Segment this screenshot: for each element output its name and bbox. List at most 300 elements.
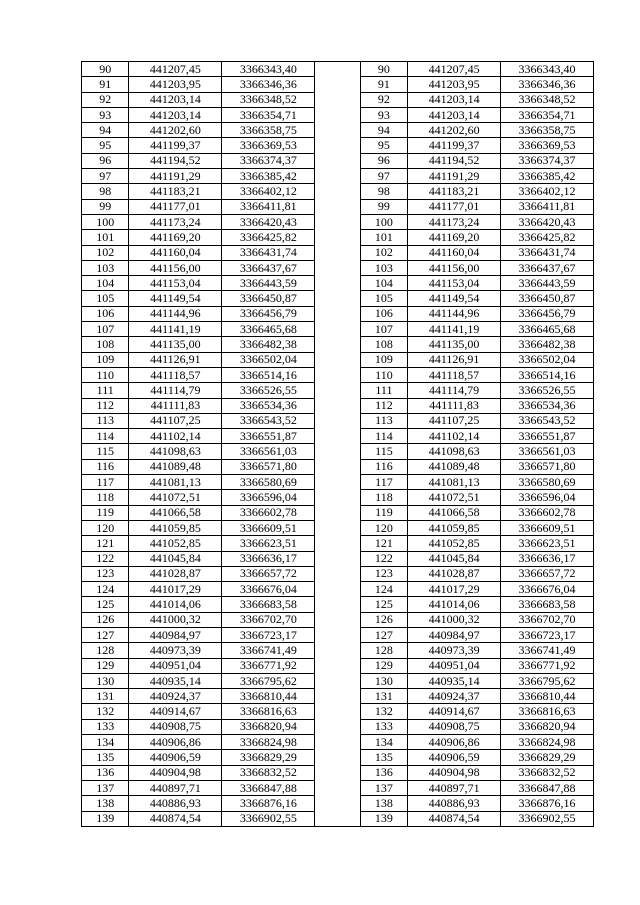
left-x-coordinate-cell: 440886,93 <box>129 796 222 811</box>
right-point-number-cell: 113 <box>360 413 407 428</box>
left-y-coordinate-cell: 3366343,40 <box>222 62 315 77</box>
right-point-number-cell: 102 <box>360 245 407 260</box>
right-point-number-cell: 117 <box>360 475 407 490</box>
left-y-coordinate-cell: 3366723,17 <box>222 627 315 642</box>
right-point-number-cell: 123 <box>360 566 407 581</box>
right-point-number-cell: 125 <box>360 597 407 612</box>
right-x-coordinate-cell: 441017,29 <box>408 582 501 597</box>
right-point-number-cell: 100 <box>360 214 407 229</box>
left-y-coordinate-cell: 3366369,53 <box>222 138 315 153</box>
right-y-coordinate-cell: 3366824,98 <box>501 735 594 750</box>
right-point-number-cell: 126 <box>360 612 407 627</box>
left-x-coordinate-cell: 441111,83 <box>129 398 222 413</box>
right-point-number-cell: 110 <box>360 367 407 382</box>
right-x-coordinate-cell: 441156,00 <box>408 260 501 275</box>
left-point-number-cell: 129 <box>82 658 129 673</box>
left-point-number-cell: 106 <box>82 306 129 321</box>
left-point-number-cell: 96 <box>82 153 129 168</box>
right-point-number-cell: 124 <box>360 582 407 597</box>
column-gap <box>315 429 360 444</box>
left-x-coordinate-cell: 441059,85 <box>129 520 222 535</box>
right-x-coordinate-cell: 441194,52 <box>408 153 501 168</box>
table-row <box>82 520 594 535</box>
left-point-number-cell: 90 <box>82 62 129 77</box>
table-row <box>82 138 594 153</box>
left-x-coordinate-cell: 440924,37 <box>129 689 222 704</box>
column-gap <box>315 704 360 719</box>
left-x-coordinate-cell: 441126,91 <box>129 352 222 367</box>
right-point-number-cell: 128 <box>360 643 407 658</box>
left-y-coordinate-cell: 3366902,55 <box>222 811 315 826</box>
right-point-number-cell: 90 <box>360 62 407 77</box>
left-point-number-cell: 97 <box>82 169 129 184</box>
right-y-coordinate-cell: 3366596,04 <box>501 490 594 505</box>
right-point-number-cell: 97 <box>360 169 407 184</box>
right-y-coordinate-cell: 3366702,70 <box>501 612 594 627</box>
right-point-number-cell: 92 <box>360 92 407 107</box>
right-x-coordinate-cell: 441107,25 <box>408 413 501 428</box>
right-y-coordinate-cell: 3366348,52 <box>501 92 594 107</box>
left-x-coordinate-cell: 440897,71 <box>129 780 222 795</box>
right-point-number-cell: 133 <box>360 719 407 734</box>
right-x-coordinate-cell: 441135,00 <box>408 337 501 352</box>
left-y-coordinate-cell: 3366676,04 <box>222 582 315 597</box>
right-x-coordinate-cell: 440924,37 <box>408 689 501 704</box>
left-point-number-cell: 93 <box>82 107 129 122</box>
column-gap <box>315 123 360 138</box>
left-x-coordinate-cell: 441114,79 <box>129 383 222 398</box>
right-y-coordinate-cell: 3366571,80 <box>501 459 594 474</box>
table-row <box>82 490 594 505</box>
left-point-number-cell: 137 <box>82 780 129 795</box>
left-y-coordinate-cell: 3366385,42 <box>222 169 315 184</box>
table-row <box>82 398 594 413</box>
table-row <box>82 536 594 551</box>
left-y-coordinate-cell: 3366795,62 <box>222 673 315 688</box>
right-x-coordinate-cell: 441000,32 <box>408 612 501 627</box>
left-y-coordinate-cell: 3366437,67 <box>222 260 315 275</box>
left-x-coordinate-cell: 440935,14 <box>129 673 222 688</box>
table-row <box>82 719 594 734</box>
right-y-coordinate-cell: 3366636,17 <box>501 551 594 566</box>
left-y-coordinate-cell: 3366741,49 <box>222 643 315 658</box>
table-row <box>82 673 594 688</box>
right-x-coordinate-cell: 441014,06 <box>408 597 501 612</box>
right-x-coordinate-cell: 441177,01 <box>408 199 501 214</box>
left-y-coordinate-cell: 3366411,81 <box>222 199 315 214</box>
right-y-coordinate-cell: 3366580,69 <box>501 475 594 490</box>
right-y-coordinate-cell: 3366482,38 <box>501 337 594 352</box>
table-row <box>82 245 594 260</box>
table-row <box>82 475 594 490</box>
right-x-coordinate-cell: 441114,79 <box>408 383 501 398</box>
left-x-coordinate-cell: 441191,29 <box>129 169 222 184</box>
right-point-number-cell: 116 <box>360 459 407 474</box>
left-point-number-cell: 121 <box>82 536 129 551</box>
left-point-number-cell: 139 <box>82 811 129 826</box>
right-point-number-cell: 112 <box>360 398 407 413</box>
column-gap <box>315 184 360 199</box>
left-x-coordinate-cell: 441141,19 <box>129 322 222 337</box>
left-x-coordinate-cell: 441098,63 <box>129 444 222 459</box>
left-y-coordinate-cell: 3366543,52 <box>222 413 315 428</box>
right-x-coordinate-cell: 441203,95 <box>408 77 501 92</box>
column-gap <box>315 77 360 92</box>
right-point-number-cell: 138 <box>360 796 407 811</box>
right-y-coordinate-cell: 3366346,36 <box>501 77 594 92</box>
left-y-coordinate-cell: 3366431,74 <box>222 245 315 260</box>
right-x-coordinate-cell: 441191,29 <box>408 169 501 184</box>
right-y-coordinate-cell: 3366456,79 <box>501 306 594 321</box>
right-y-coordinate-cell: 3366657,72 <box>501 566 594 581</box>
right-point-number-cell: 115 <box>360 444 407 459</box>
right-point-number-cell: 99 <box>360 199 407 214</box>
left-y-coordinate-cell: 3366354,71 <box>222 107 315 122</box>
left-y-coordinate-cell: 3366402,12 <box>222 184 315 199</box>
column-gap <box>315 276 360 291</box>
right-y-coordinate-cell: 3366876,16 <box>501 796 594 811</box>
left-x-coordinate-cell: 441169,20 <box>129 230 222 245</box>
right-point-number-cell: 118 <box>360 490 407 505</box>
right-point-number-cell: 135 <box>360 750 407 765</box>
left-point-number-cell: 115 <box>82 444 129 459</box>
column-gap <box>315 169 360 184</box>
left-y-coordinate-cell: 3366832,52 <box>222 765 315 780</box>
column-gap <box>315 551 360 566</box>
left-y-coordinate-cell: 3366571,80 <box>222 459 315 474</box>
left-x-coordinate-cell: 441199,37 <box>129 138 222 153</box>
column-gap <box>315 367 360 382</box>
left-x-coordinate-cell: 440874,54 <box>129 811 222 826</box>
table-row <box>82 383 594 398</box>
left-point-number-cell: 134 <box>82 735 129 750</box>
left-y-coordinate-cell: 3366443,59 <box>222 276 315 291</box>
left-point-number-cell: 120 <box>82 520 129 535</box>
left-x-coordinate-cell: 441156,00 <box>129 260 222 275</box>
left-point-number-cell: 99 <box>82 199 129 214</box>
left-point-number-cell: 135 <box>82 750 129 765</box>
table-row <box>82 276 594 291</box>
right-x-coordinate-cell: 441183,21 <box>408 184 501 199</box>
left-x-coordinate-cell: 440906,59 <box>129 750 222 765</box>
left-y-coordinate-cell: 3366526,55 <box>222 383 315 398</box>
right-point-number-cell: 91 <box>360 77 407 92</box>
left-point-number-cell: 98 <box>82 184 129 199</box>
right-point-number-cell: 134 <box>360 735 407 750</box>
left-x-coordinate-cell: 440973,39 <box>129 643 222 658</box>
column-gap <box>315 811 360 826</box>
table-row <box>82 260 594 275</box>
column-gap <box>315 107 360 122</box>
table-row <box>82 505 594 520</box>
right-point-number-cell: 94 <box>360 123 407 138</box>
left-y-coordinate-cell: 3366623,51 <box>222 536 315 551</box>
right-y-coordinate-cell: 3366623,51 <box>501 536 594 551</box>
table-row <box>82 123 594 138</box>
left-y-coordinate-cell: 3366346,36 <box>222 77 315 92</box>
left-point-number-cell: 116 <box>82 459 129 474</box>
table-row <box>82 352 594 367</box>
left-point-number-cell: 118 <box>82 490 129 505</box>
coordinates-table <box>81 61 594 827</box>
table-row <box>82 429 594 444</box>
left-x-coordinate-cell: 441118,57 <box>129 367 222 382</box>
table-row <box>82 444 594 459</box>
right-point-number-cell: 104 <box>360 276 407 291</box>
right-point-number-cell: 121 <box>360 536 407 551</box>
right-y-coordinate-cell: 3366832,52 <box>501 765 594 780</box>
right-y-coordinate-cell: 3366534,36 <box>501 398 594 413</box>
left-y-coordinate-cell: 3366847,88 <box>222 780 315 795</box>
left-point-number-cell: 108 <box>82 337 129 352</box>
column-gap <box>315 719 360 734</box>
right-y-coordinate-cell: 3366847,88 <box>501 780 594 795</box>
right-point-number-cell: 108 <box>360 337 407 352</box>
left-x-coordinate-cell: 441135,00 <box>129 337 222 352</box>
table-row <box>82 750 594 765</box>
left-y-coordinate-cell: 3366820,94 <box>222 719 315 734</box>
left-x-coordinate-cell: 441207,45 <box>129 62 222 77</box>
right-point-number-cell: 106 <box>360 306 407 321</box>
right-y-coordinate-cell: 3366795,62 <box>501 673 594 688</box>
right-y-coordinate-cell: 3366425,82 <box>501 230 594 245</box>
left-x-coordinate-cell: 441203,14 <box>129 92 222 107</box>
table-row <box>82 62 594 77</box>
right-x-coordinate-cell: 441059,85 <box>408 520 501 535</box>
table-row <box>82 169 594 184</box>
right-x-coordinate-cell: 441199,37 <box>408 138 501 153</box>
column-gap <box>315 536 360 551</box>
left-point-number-cell: 113 <box>82 413 129 428</box>
right-point-number-cell: 103 <box>360 260 407 275</box>
left-x-coordinate-cell: 441177,01 <box>129 199 222 214</box>
left-point-number-cell: 126 <box>82 612 129 627</box>
left-y-coordinate-cell: 3366816,63 <box>222 704 315 719</box>
right-y-coordinate-cell: 3366437,67 <box>501 260 594 275</box>
left-y-coordinate-cell: 3366358,75 <box>222 123 315 138</box>
right-x-coordinate-cell: 440973,39 <box>408 643 501 658</box>
table-row <box>82 413 594 428</box>
right-y-coordinate-cell: 3366829,29 <box>501 750 594 765</box>
left-x-coordinate-cell: 441052,85 <box>129 536 222 551</box>
left-y-coordinate-cell: 3366657,72 <box>222 566 315 581</box>
column-gap <box>315 444 360 459</box>
left-x-coordinate-cell: 441089,48 <box>129 459 222 474</box>
left-point-number-cell: 111 <box>82 383 129 398</box>
left-y-coordinate-cell: 3366683,58 <box>222 597 315 612</box>
column-gap <box>315 627 360 642</box>
table-row <box>82 551 594 566</box>
column-gap <box>315 505 360 520</box>
column-gap <box>315 750 360 765</box>
left-point-number-cell: 105 <box>82 291 129 306</box>
right-point-number-cell: 107 <box>360 322 407 337</box>
table-row <box>82 612 594 627</box>
column-gap <box>315 735 360 750</box>
left-point-number-cell: 125 <box>82 597 129 612</box>
table-row <box>82 214 594 229</box>
left-point-number-cell: 95 <box>82 138 129 153</box>
left-y-coordinate-cell: 3366425,82 <box>222 230 315 245</box>
table-row <box>82 107 594 122</box>
column-gap <box>315 612 360 627</box>
left-point-number-cell: 101 <box>82 230 129 245</box>
left-y-coordinate-cell: 3366348,52 <box>222 92 315 107</box>
right-point-number-cell: 101 <box>360 230 407 245</box>
left-x-coordinate-cell: 440984,97 <box>129 627 222 642</box>
right-x-coordinate-cell: 441149,54 <box>408 291 501 306</box>
left-point-number-cell: 117 <box>82 475 129 490</box>
right-y-coordinate-cell: 3366816,63 <box>501 704 594 719</box>
right-y-coordinate-cell: 3366609,51 <box>501 520 594 535</box>
right-y-coordinate-cell: 3366374,37 <box>501 153 594 168</box>
left-point-number-cell: 112 <box>82 398 129 413</box>
column-gap <box>315 520 360 535</box>
table-row <box>82 322 594 337</box>
left-point-number-cell: 107 <box>82 322 129 337</box>
left-y-coordinate-cell: 3366514,16 <box>222 367 315 382</box>
right-point-number-cell: 95 <box>360 138 407 153</box>
right-y-coordinate-cell: 3366420,43 <box>501 214 594 229</box>
left-x-coordinate-cell: 441014,06 <box>129 597 222 612</box>
column-gap <box>315 689 360 704</box>
table-row <box>82 291 594 306</box>
left-x-coordinate-cell: 440906,86 <box>129 735 222 750</box>
right-y-coordinate-cell: 3366465,68 <box>501 322 594 337</box>
left-y-coordinate-cell: 3366374,37 <box>222 153 315 168</box>
left-x-coordinate-cell: 440904,98 <box>129 765 222 780</box>
column-gap <box>315 138 360 153</box>
left-y-coordinate-cell: 3366580,69 <box>222 475 315 490</box>
right-x-coordinate-cell: 441169,20 <box>408 230 501 245</box>
column-gap <box>315 260 360 275</box>
right-x-coordinate-cell: 440886,93 <box>408 796 501 811</box>
right-point-number-cell: 136 <box>360 765 407 780</box>
left-point-number-cell: 110 <box>82 367 129 382</box>
left-point-number-cell: 119 <box>82 505 129 520</box>
left-point-number-cell: 124 <box>82 582 129 597</box>
right-point-number-cell: 129 <box>360 658 407 673</box>
right-point-number-cell: 120 <box>360 520 407 535</box>
table-row <box>82 153 594 168</box>
right-y-coordinate-cell: 3366526,55 <box>501 383 594 398</box>
left-y-coordinate-cell: 3366456,79 <box>222 306 315 321</box>
right-y-coordinate-cell: 3366543,52 <box>501 413 594 428</box>
left-point-number-cell: 132 <box>82 704 129 719</box>
left-x-coordinate-cell: 440951,04 <box>129 658 222 673</box>
column-gap <box>315 383 360 398</box>
right-y-coordinate-cell: 3366369,53 <box>501 138 594 153</box>
right-x-coordinate-cell: 441153,04 <box>408 276 501 291</box>
left-x-coordinate-cell: 441028,87 <box>129 566 222 581</box>
left-point-number-cell: 103 <box>82 260 129 275</box>
left-x-coordinate-cell: 441202,60 <box>129 123 222 138</box>
table-row <box>82 597 594 612</box>
left-x-coordinate-cell: 441173,24 <box>129 214 222 229</box>
column-gap <box>315 92 360 107</box>
column-gap <box>315 245 360 260</box>
table-row <box>82 306 594 321</box>
right-y-coordinate-cell: 3366354,71 <box>501 107 594 122</box>
table-row <box>82 582 594 597</box>
right-y-coordinate-cell: 3366431,74 <box>501 245 594 260</box>
table-row <box>82 643 594 658</box>
table-row <box>82 658 594 673</box>
table-row <box>82 811 594 826</box>
right-y-coordinate-cell: 3366683,58 <box>501 597 594 612</box>
left-point-number-cell: 94 <box>82 123 129 138</box>
right-y-coordinate-cell: 3366402,12 <box>501 184 594 199</box>
right-x-coordinate-cell: 440906,59 <box>408 750 501 765</box>
left-y-coordinate-cell: 3366636,17 <box>222 551 315 566</box>
left-x-coordinate-cell: 441149,54 <box>129 291 222 306</box>
right-point-number-cell: 122 <box>360 551 407 566</box>
right-y-coordinate-cell: 3366358,75 <box>501 123 594 138</box>
right-x-coordinate-cell: 441045,84 <box>408 551 501 566</box>
right-x-coordinate-cell: 441144,96 <box>408 306 501 321</box>
right-x-coordinate-cell: 441089,48 <box>408 459 501 474</box>
right-x-coordinate-cell: 441081,13 <box>408 475 501 490</box>
column-gap <box>315 459 360 474</box>
column-gap <box>315 475 360 490</box>
right-x-coordinate-cell: 440951,04 <box>408 658 501 673</box>
left-x-coordinate-cell: 441144,96 <box>129 306 222 321</box>
left-point-number-cell: 109 <box>82 352 129 367</box>
right-x-coordinate-cell: 441102,14 <box>408 429 501 444</box>
left-x-coordinate-cell: 441107,25 <box>129 413 222 428</box>
right-y-coordinate-cell: 3366771,92 <box>501 658 594 673</box>
table-row <box>82 796 594 811</box>
column-gap <box>315 597 360 612</box>
left-y-coordinate-cell: 3366465,68 <box>222 322 315 337</box>
column-gap <box>315 398 360 413</box>
right-x-coordinate-cell: 441207,45 <box>408 62 501 77</box>
table-row <box>82 627 594 642</box>
table-row <box>82 765 594 780</box>
column-gap <box>315 153 360 168</box>
left-point-number-cell: 92 <box>82 92 129 107</box>
left-y-coordinate-cell: 3366771,92 <box>222 658 315 673</box>
left-point-number-cell: 133 <box>82 719 129 734</box>
right-x-coordinate-cell: 441141,19 <box>408 322 501 337</box>
table-row <box>82 77 594 92</box>
right-y-coordinate-cell: 3366602,78 <box>501 505 594 520</box>
left-x-coordinate-cell: 441183,21 <box>129 184 222 199</box>
table-row <box>82 689 594 704</box>
table-row <box>82 199 594 214</box>
right-y-coordinate-cell: 3366561,03 <box>501 444 594 459</box>
right-point-number-cell: 111 <box>360 383 407 398</box>
right-x-coordinate-cell: 440874,54 <box>408 811 501 826</box>
right-y-coordinate-cell: 3366385,42 <box>501 169 594 184</box>
column-gap <box>315 765 360 780</box>
column-gap <box>315 566 360 581</box>
left-point-number-cell: 123 <box>82 566 129 581</box>
right-x-coordinate-cell: 441203,14 <box>408 107 501 122</box>
column-gap <box>315 490 360 505</box>
left-x-coordinate-cell: 441102,14 <box>129 429 222 444</box>
left-point-number-cell: 100 <box>82 214 129 229</box>
right-x-coordinate-cell: 441118,57 <box>408 367 501 382</box>
column-gap <box>315 322 360 337</box>
right-point-number-cell: 139 <box>360 811 407 826</box>
right-y-coordinate-cell: 3366902,55 <box>501 811 594 826</box>
right-point-number-cell: 137 <box>360 780 407 795</box>
left-y-coordinate-cell: 3366829,29 <box>222 750 315 765</box>
right-y-coordinate-cell: 3366411,81 <box>501 199 594 214</box>
right-x-coordinate-cell: 441098,63 <box>408 444 501 459</box>
right-point-number-cell: 93 <box>360 107 407 122</box>
